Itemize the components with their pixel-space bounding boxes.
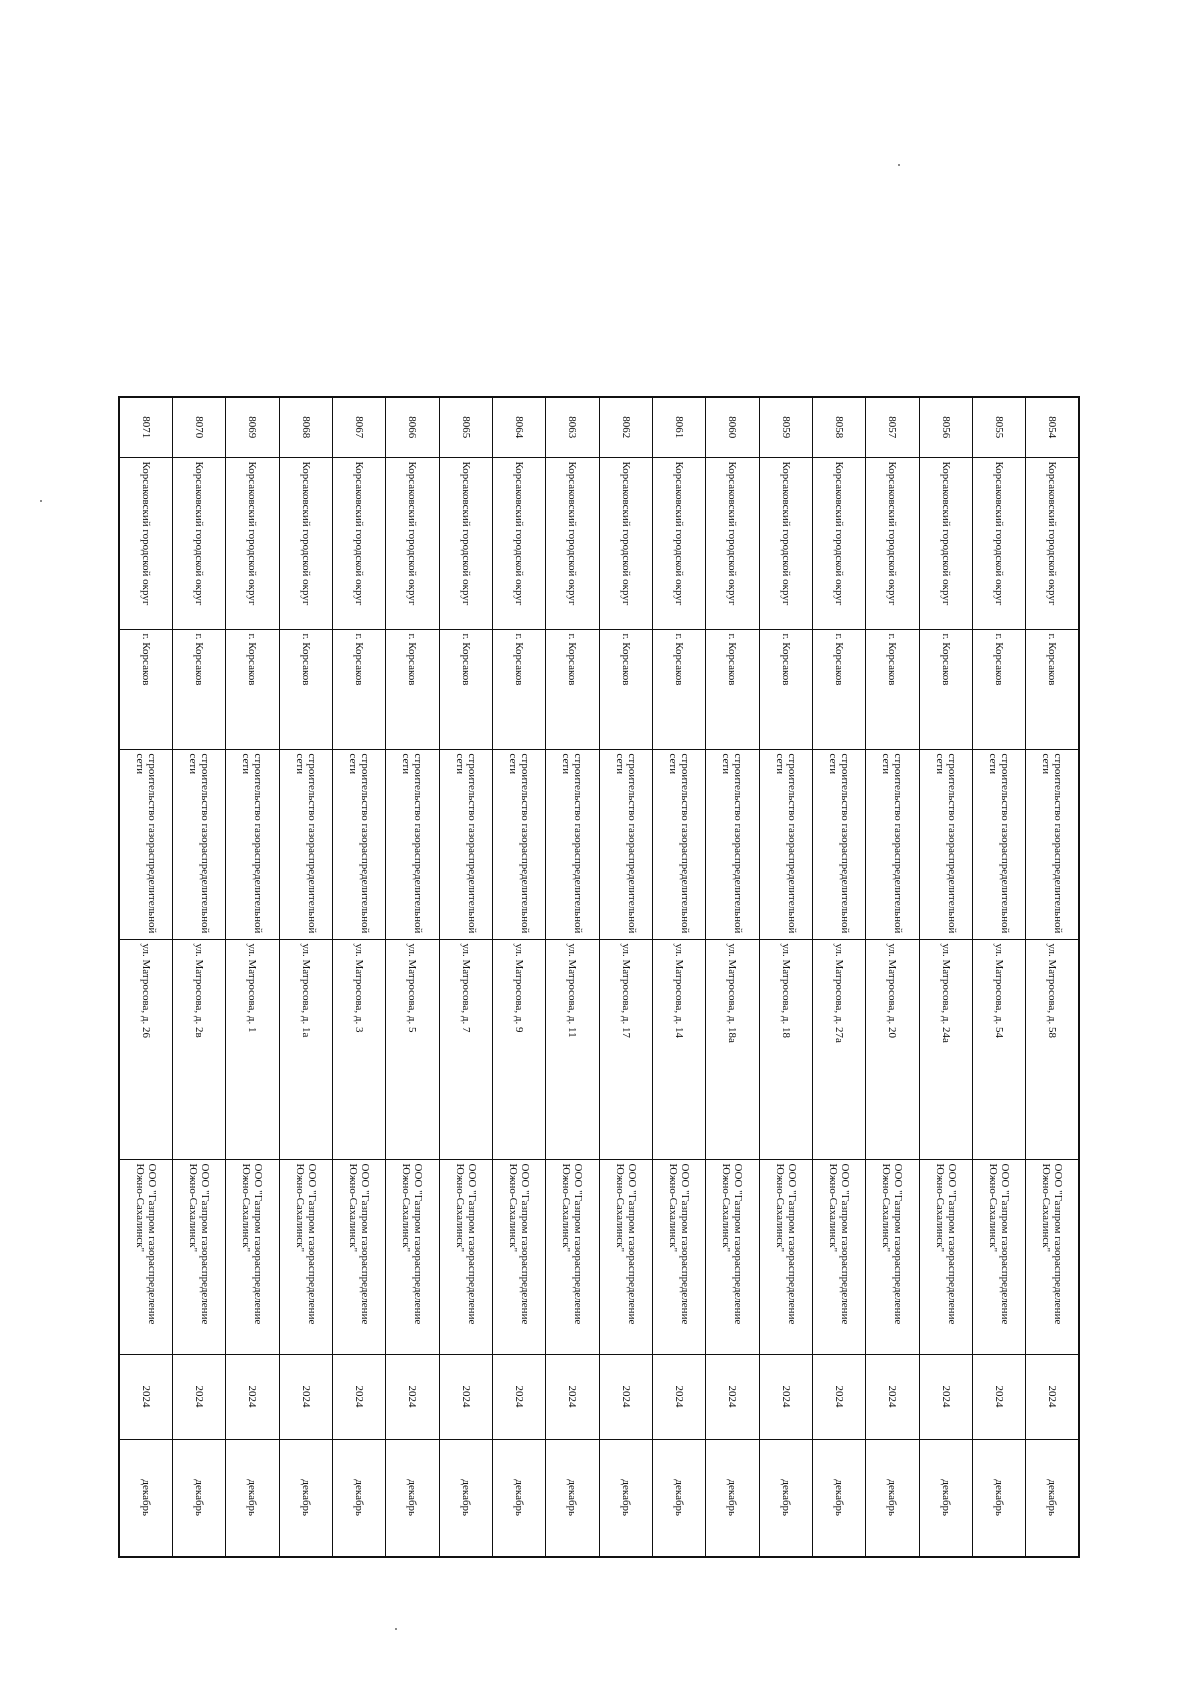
district-name-cell: Корсаковский городской округ [332,457,385,629]
row-number-cell: 8059 [759,397,812,457]
city-name-cell: г. Корсаков [386,629,439,749]
district-name-cell: Корсаковский городской округ [866,457,919,629]
address-cell: ул. Матросова, д. 2в [172,939,225,1159]
row-number-cell: 8057 [866,397,919,457]
organization-cell: ООО "Газпром газораспределение Южно-Сахалинск" [226,1159,279,1354]
organization-cell: ООО "Газпром газораспределение Южно-Сахалинск" [599,1159,652,1354]
address-cell: ул. Матросова, д. 11 [546,939,599,1159]
district-name-cell: Корсаковский городской округ [492,457,545,629]
city-name-cell: г. Корсаков [1026,629,1079,749]
work-type-cell: строительство газораспределительной сети [866,749,919,939]
address-cell: ул. Матросова, д. 5 [386,939,439,1159]
city-name-cell: г. Корсаков [332,629,385,749]
organization-cell: ООО "Газпром газораспределение Южно-Сахалинск" [759,1159,812,1354]
city-name-cell: г. Корсаков [172,629,225,749]
table-row [1026,397,1079,1557]
city-name-cell: г. Корсаков [226,629,279,749]
row-number-cell: 8070 [172,397,225,457]
month-cell: декабрь [386,1439,439,1557]
year-cell: 2024 [599,1354,652,1439]
organization-cell: ООО "Газпром газораспределение Южно-Сахалинск" [492,1159,545,1354]
month-cell: декабрь [119,1439,172,1557]
year-cell: 2024 [866,1354,919,1439]
row-number-cell: 8063 [546,397,599,457]
table-body [119,397,1079,1557]
scan-speck [898,164,900,166]
organization-cell: ООО "Газпром газораспределение Южно-Сахалинск" [652,1159,705,1354]
year-cell: 2024 [226,1354,279,1439]
organization-cell: ООО "Газпром газораспределение Южно-Сахалинск" [279,1159,332,1354]
work-type-cell: строительство газораспределительной сети [706,749,759,939]
month-cell: декабрь [1026,1439,1079,1557]
year-cell: 2024 [1026,1354,1079,1439]
district-name-cell: Корсаковский городской округ [972,457,1025,629]
work-type-cell: строительство газораспределительной сети [172,749,225,939]
year-cell: 2024 [972,1354,1025,1439]
city-name-cell: г. Корсаков [866,629,919,749]
work-type-cell: строительство газораспределительной сети [652,749,705,939]
year-cell: 2024 [652,1354,705,1439]
table-row [279,397,332,1557]
row-number-cell: 8054 [1026,397,1079,457]
row-number-cell: 8067 [332,397,385,457]
district-name-cell: Корсаковский городской округ [279,457,332,629]
table-row [386,397,439,1557]
organization-cell: ООО "Газпром газораспределение Южно-Сахалинск" [812,1159,865,1354]
row-number-cell: 8065 [439,397,492,457]
work-type-cell: строительство газораспределительной сети [812,749,865,939]
row-number-cell: 8064 [492,397,545,457]
work-type-cell: строительство газораспределительной сети [919,749,972,939]
address-cell: ул. Матросова, д. 7 [439,939,492,1159]
district-name-cell: Корсаковский городской округ [172,457,225,629]
work-type-cell: строительство газораспределительной сети [332,749,385,939]
row-number-cell: 8071 [119,397,172,457]
year-cell: 2024 [172,1354,225,1439]
month-cell: декабрь [759,1439,812,1557]
year-cell: 2024 [492,1354,545,1439]
year-cell: 2024 [812,1354,865,1439]
month-cell: декабрь [226,1439,279,1557]
work-type-cell: строительство газораспределительной сети [119,749,172,939]
work-type-cell: строительство газораспределительной сети [439,749,492,939]
city-name-cell: г. Корсаков [439,629,492,749]
address-cell: ул. Матросова, д. 58 [1026,939,1079,1159]
table-row [599,397,652,1557]
table-row [759,397,812,1557]
work-type-cell: строительство газораспределительной сети [1026,749,1079,939]
work-type-cell: строительство газораспределительной сети [546,749,599,939]
address-cell: ул. Матросова, д. 3 [332,939,385,1159]
organization-cell: ООО "Газпром газораспределение Южно-Сахалинск" [866,1159,919,1354]
address-cell: ул. Матросова, д. 14 [652,939,705,1159]
district-name-cell: Корсаковский городской округ [652,457,705,629]
table-row [119,397,172,1557]
row-number-cell: 8055 [972,397,1025,457]
organization-cell: ООО "Газпром газораспределение Южно-Сахалинск" [386,1159,439,1354]
work-type-cell: строительство газораспределительной сети [759,749,812,939]
address-cell: ул. Матросова, д. 1а [279,939,332,1159]
year-cell: 2024 [759,1354,812,1439]
work-type-cell: строительство газораспределительной сети [972,749,1025,939]
month-cell: декабрь [546,1439,599,1557]
month-cell: декабрь [652,1439,705,1557]
address-cell: ул. Матросова, д. 1 [226,939,279,1159]
month-cell: декабрь [812,1439,865,1557]
table-row [172,397,225,1557]
city-name-cell: г. Корсаков [546,629,599,749]
table-row [546,397,599,1557]
organization-cell: ООО "Газпром газораспределение Южно-Сахалинск" [172,1159,225,1354]
district-name-cell: Корсаковский городской округ [119,457,172,629]
address-cell: ул. Матросова, д. 27а [812,939,865,1159]
year-cell: 2024 [332,1354,385,1439]
month-cell: декабрь [439,1439,492,1557]
district-name-cell: Корсаковский городской округ [439,457,492,629]
address-cell: ул. Матросова, д. 18 [759,939,812,1159]
year-cell: 2024 [439,1354,492,1439]
year-cell: 2024 [279,1354,332,1439]
organization-cell: ООО "Газпром газораспределение Южно-Сахалинск" [972,1159,1025,1354]
city-name-cell: г. Корсаков [279,629,332,749]
district-name-cell: Корсаковский городской округ [1026,457,1079,629]
scan-speck [40,500,42,502]
organization-cell: ООО "Газпром газораспределение Южно-Сахалинск" [546,1159,599,1354]
row-number-cell: 8062 [599,397,652,457]
month-cell: декабрь [972,1439,1025,1557]
district-name-cell: Корсаковский городской округ [546,457,599,629]
district-name-cell: Корсаковский городской округ [919,457,972,629]
city-name-cell: г. Корсаков [812,629,865,749]
year-cell: 2024 [919,1354,972,1439]
district-name-cell: Корсаковский городской округ [599,457,652,629]
city-name-cell: г. Корсаков [706,629,759,749]
row-number-cell: 8068 [279,397,332,457]
address-cell: ул. Матросова, д. 24а [919,939,972,1159]
table-row [226,397,279,1557]
work-type-cell: строительство газораспределительной сети [386,749,439,939]
table-row [866,397,919,1557]
work-type-cell: строительство газораспределительной сети [492,749,545,939]
organization-cell: ООО "Газпром газораспределение Южно-Сахалинск" [119,1159,172,1354]
address-cell: ул. Матросова, д. 26 [119,939,172,1159]
row-number-cell: 8069 [226,397,279,457]
city-name-cell: г. Корсаков [599,629,652,749]
gasification-table [118,396,1080,1558]
scan-speck [395,1628,397,1630]
address-cell: ул. Матросова, д. 17 [599,939,652,1159]
district-name-cell: Корсаковский городской округ [706,457,759,629]
city-name-cell: г. Корсаков [492,629,545,749]
year-cell: 2024 [706,1354,759,1439]
table-row [492,397,545,1557]
organization-cell: ООО "Газпром газораспределение Южно-Сахалинск" [439,1159,492,1354]
row-number-cell: 8066 [386,397,439,457]
organization-cell: ООО "Газпром газораспределение Южно-Сахалинск" [332,1159,385,1354]
year-cell: 2024 [386,1354,439,1439]
table-row [652,397,705,1557]
organization-cell: ООО "Газпром газораспределение Южно-Сахалинск" [919,1159,972,1354]
month-cell: декабрь [492,1439,545,1557]
row-number-cell: 8061 [652,397,705,457]
row-number-cell: 8060 [706,397,759,457]
month-cell: декабрь [599,1439,652,1557]
work-type-cell: строительство газораспределительной сети [279,749,332,939]
address-cell: ул. Матросова, д. 9 [492,939,545,1159]
table-row [972,397,1025,1557]
address-cell: ул. Матросова, д. 20 [866,939,919,1159]
row-number-cell: 8056 [919,397,972,457]
district-name-cell: Корсаковский городской округ [812,457,865,629]
month-cell: декабрь [706,1439,759,1557]
month-cell: декабрь [172,1439,225,1557]
address-cell: ул. Матросова, д. 54 [972,939,1025,1159]
city-name-cell: г. Корсаков [652,629,705,749]
work-type-cell: строительство газораспределительной сети [226,749,279,939]
year-cell: 2024 [546,1354,599,1439]
city-name-cell: г. Корсаков [919,629,972,749]
row-number-cell: 8058 [812,397,865,457]
month-cell: декабрь [919,1439,972,1557]
district-name-cell: Корсаковский городской округ [386,457,439,629]
month-cell: декабрь [279,1439,332,1557]
city-name-cell: г. Корсаков [972,629,1025,749]
year-cell: 2024 [119,1354,172,1439]
table-row [332,397,385,1557]
city-name-cell: г. Корсаков [759,629,812,749]
rotated-page [120,396,1080,1556]
table-row [812,397,865,1557]
district-name-cell: Корсаковский городской округ [226,457,279,629]
city-name-cell: г. Корсаков [119,629,172,749]
month-cell: декабрь [332,1439,385,1557]
month-cell: декабрь [866,1439,919,1557]
table-row [439,397,492,1557]
table-row [706,397,759,1557]
table-row [919,397,972,1557]
organization-cell: ООО "Газпром газораспределение Южно-Сахалинск" [706,1159,759,1354]
address-cell: ул. Матросова, д. 18а [706,939,759,1159]
district-name-cell: Корсаковский городской округ [759,457,812,629]
organization-cell: ООО "Газпром газораспределение Южно-Сахалинск" [1026,1159,1079,1354]
work-type-cell: строительство газораспределительной сети [599,749,652,939]
